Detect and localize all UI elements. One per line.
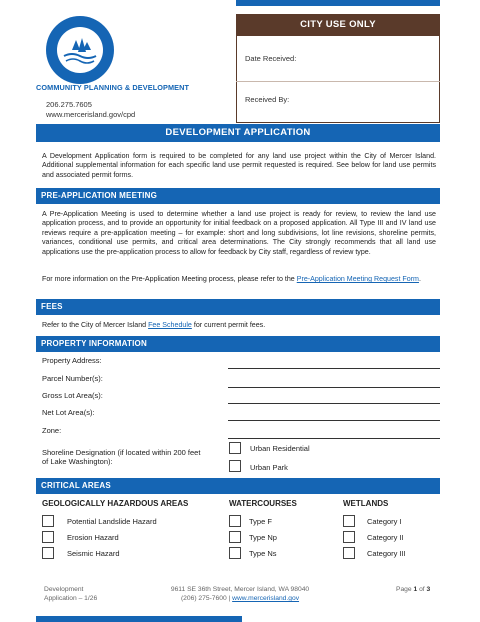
page-title: DEVELOPMENT APPLICATION bbox=[36, 124, 440, 142]
net-lot-area-field[interactable] bbox=[228, 420, 440, 421]
seismic-hazard-label: Seismic Hazard bbox=[67, 549, 120, 558]
type-np-label: Type Np bbox=[249, 533, 277, 542]
phone-number: 206.275.7605 bbox=[46, 100, 92, 109]
city-seal-logo bbox=[46, 16, 114, 84]
net-lot-area-label: Net Lot Area(s): bbox=[42, 408, 95, 417]
bottom-accent-bar bbox=[36, 616, 242, 622]
city-use-title: CITY USE ONLY bbox=[236, 14, 440, 36]
date-received-label: Date Received: bbox=[245, 54, 297, 63]
zone-label: Zone: bbox=[42, 426, 62, 435]
total-pages: 3 bbox=[426, 586, 431, 593]
footer-doc-version: Application – 1/26 bbox=[44, 595, 98, 602]
page-of-label: of bbox=[419, 586, 425, 593]
parcel-number-label: Parcel Number(s): bbox=[42, 374, 103, 383]
footer-doc-name: Development bbox=[44, 586, 84, 593]
erosion-hazard-checkbox[interactable] bbox=[42, 531, 54, 543]
landslide-hazard-checkbox[interactable] bbox=[42, 515, 54, 527]
wetlands-heading: WETLANDS bbox=[343, 499, 389, 508]
geologic-hazard-heading: GEOLOGICALLY HAZARDOUS AREAS bbox=[42, 499, 189, 508]
current-page: 1 bbox=[413, 586, 418, 593]
footer-phone: (206) 275-7600 bbox=[180, 595, 227, 602]
city-use-divider bbox=[236, 81, 440, 82]
category-i-checkbox[interactable] bbox=[343, 515, 355, 527]
type-ns-label: Type Ns bbox=[249, 549, 277, 558]
page-number bbox=[396, 585, 430, 594]
fees-text bbox=[42, 321, 436, 330]
website-url[interactable]: www.mercerisland.gov/cpd bbox=[46, 110, 136, 119]
urban-park-label: Urban Park bbox=[250, 463, 288, 472]
gross-lot-area-field[interactable] bbox=[228, 403, 440, 404]
type-f-label: Type F bbox=[249, 517, 272, 526]
property-address-label: Property Address: bbox=[42, 356, 102, 365]
zone-field[interactable] bbox=[228, 438, 440, 439]
page-label: Page bbox=[396, 586, 412, 593]
footer-website-link[interactable]: www.mercerisland.gov bbox=[232, 595, 300, 602]
pre-application-form-link[interactable]: Pre-Application Meeting Request Form bbox=[296, 275, 419, 283]
category-iii-label: Category III bbox=[367, 549, 406, 558]
type-ns-checkbox[interactable] bbox=[229, 547, 241, 559]
category-iii-checkbox[interactable] bbox=[343, 547, 355, 559]
urban-residential-label: Urban Residential bbox=[250, 444, 310, 453]
property-info-heading: PROPERTY INFORMATION bbox=[36, 336, 440, 352]
category-ii-checkbox[interactable] bbox=[343, 531, 355, 543]
footer-contact-line bbox=[0, 594, 480, 603]
more-info-text: For more information on the Pre-Application Meeting process, please refer to the bbox=[42, 275, 295, 283]
category-i-label: Category I bbox=[367, 517, 402, 526]
type-f-checkbox[interactable] bbox=[229, 515, 241, 527]
pre-application-more-info bbox=[42, 275, 436, 284]
erosion-hazard-label: Erosion Hazard bbox=[67, 533, 119, 542]
critical-areas-heading: CRITICAL AREAS bbox=[36, 478, 440, 494]
footer-address: 9611 SE 36th Street, Mercer Island, WA 98040 bbox=[170, 586, 310, 593]
top-accent-bar bbox=[236, 0, 440, 6]
shoreline-label-line2: of Lake Washington): bbox=[42, 457, 113, 466]
received-by-label: Received By: bbox=[245, 95, 290, 104]
category-ii-label: Category II bbox=[367, 533, 404, 542]
pre-application-body: A Pre-Application Meeting is used to determine whether a land use project is ready for review, to review the land use application process, and to provide an opportunity for initial feedback on a proposed application. All Type III and IV land use reviews require a pre-application meeting – for example: short and long subdivisions, lot line revisions, shoreline permits, variances, conditional use permits, and critical area determinations. The City strongly recommends that all land use applications use the pre-application process to allow for feedback by City staff, regardless of review type. bbox=[42, 210, 436, 256]
shoreline-label bbox=[42, 448, 200, 466]
watercourses-heading: WATERCOURSES bbox=[229, 499, 297, 508]
fees-text-pre: Refer to the City of Mercer Island bbox=[42, 321, 147, 329]
urban-park-checkbox[interactable] bbox=[229, 460, 241, 472]
fee-schedule-link[interactable]: Fee Schedule bbox=[148, 321, 192, 329]
department-name: COMMUNITY PLANNING & DEVELOPMENT bbox=[36, 83, 190, 92]
fees-text-post: for current permit fees. bbox=[193, 321, 266, 329]
gross-lot-area-label: Gross Lot Area(s): bbox=[42, 391, 103, 400]
shoreline-label-line1: Shoreline Designation (if located within 200 feet bbox=[42, 448, 201, 457]
parcel-number-field[interactable] bbox=[228, 387, 440, 388]
intro-paragraph: A Development Application form is required to be completed for any land use project within the City of Mercer Island. Additional supplemental information for each specific land use permit requested is required. See below for land use permits and associated permit forms. bbox=[42, 152, 436, 179]
property-address-field[interactable] bbox=[228, 368, 440, 369]
landslide-hazard-label: Potential Landslide Hazard bbox=[67, 517, 157, 526]
fees-heading: FEES bbox=[36, 299, 440, 315]
footer-separator: | bbox=[228, 595, 231, 602]
pre-application-heading: PRE-APPLICATION MEETING bbox=[36, 188, 440, 204]
urban-residential-checkbox[interactable] bbox=[229, 442, 241, 454]
seismic-hazard-checkbox[interactable] bbox=[42, 547, 54, 559]
type-np-checkbox[interactable] bbox=[229, 531, 241, 543]
more-info-end: . bbox=[418, 275, 421, 283]
